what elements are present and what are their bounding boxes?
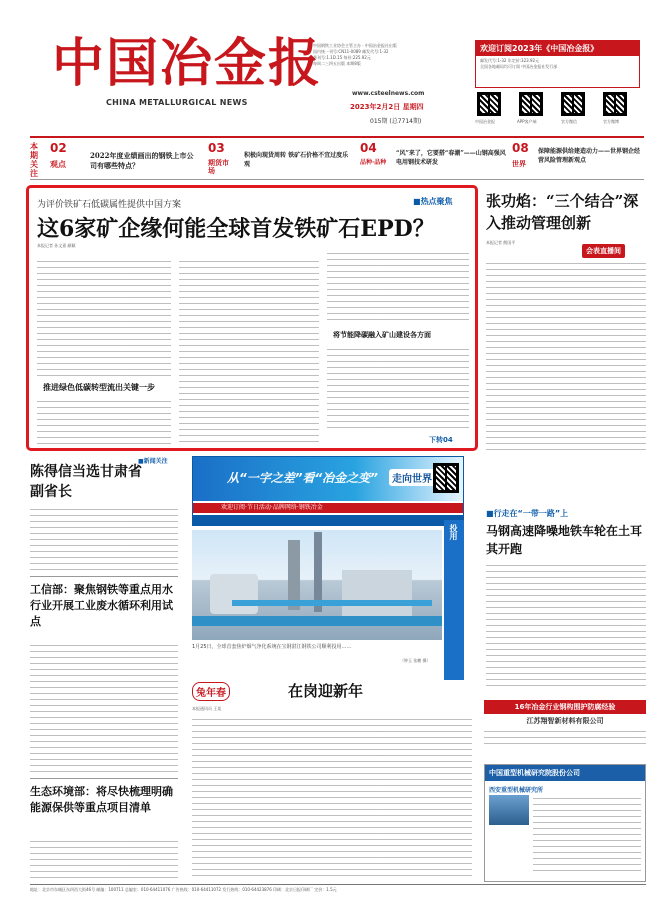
industrial-tank: [342, 570, 412, 616]
info-line: 国内统一刊号:CN11-0089 邮发代号:1-32: [313, 49, 389, 54]
badge-label: 热点聚焦: [420, 197, 453, 206]
lead-col-3: [327, 250, 469, 324]
banner-sub: 走向世界: [389, 469, 435, 486]
news-photo: [192, 530, 442, 640]
ad-panel-1[interactable]: [484, 700, 646, 760]
story2-body: [30, 642, 178, 772]
lead-subhead-2: 将节能降碳融入矿山建设各方面: [333, 331, 431, 339]
ad1-title: 16年冶金行业钢构围护防腐经验: [484, 700, 646, 714]
masthead-info: [313, 43, 473, 67]
issue-date: 2023年2月2日 星期四: [350, 103, 424, 111]
guide-tag: 观点: [50, 160, 66, 169]
qr-code-icon: [603, 92, 627, 116]
guide-tag: 品种·品种: [360, 159, 387, 166]
photo-vertical-caption: [444, 520, 476, 680]
guide-tag: 期货市场: [208, 159, 229, 175]
ad2-photo: [489, 795, 529, 825]
ad2-body: [533, 795, 641, 871]
guide-item[interactable]: [360, 141, 505, 177]
ad2-header: [485, 765, 645, 781]
qr-label: APP客户端: [517, 119, 537, 124]
square-icon: ■: [138, 458, 144, 465]
right-top-headline: 张功焰：“三个结合”深入推动管理创新: [486, 192, 639, 232]
rabbit-ornament: 兔年春: [192, 682, 230, 701]
guide-item[interactable]: [50, 141, 200, 177]
belt-road-badge: [486, 508, 646, 519]
vertical-caption-text: 全球首套焦炉烟气净化设备在宝钢湛江成功投用: [449, 524, 476, 676]
newspaper-title: 中国冶金报: [52, 33, 323, 94]
lead-col-1b: [37, 398, 171, 444]
lead-col-3b: [327, 346, 469, 432]
continued-link[interactable]: 下转04: [429, 436, 453, 444]
masthead: [0, 0, 660, 130]
qr-code-icon: [561, 92, 585, 116]
pipe: [232, 600, 432, 606]
guide-label: 本期关注: [30, 142, 38, 178]
newspaper-subtitle: CHINA METALLURGICAL NEWS: [106, 98, 248, 107]
right-col-headline: 马钢高速降噪地铁车轮在土耳其开跑: [486, 524, 643, 556]
guide-num: 04: [360, 141, 377, 155]
right-top-story[interactable]: [486, 190, 646, 456]
qr-label: 中国冶金报: [475, 119, 495, 124]
lead-story[interactable]: [26, 185, 478, 451]
website: www.csteelnews.com: [352, 90, 425, 97]
divider: [30, 778, 178, 779]
lead-col-2: [179, 258, 319, 444]
story1-body: [30, 506, 178, 570]
photo-credit: （钟玉 张鹏 摄）: [400, 658, 431, 663]
badge-label: 新闻关注: [143, 458, 168, 465]
page-footer: [30, 884, 646, 904]
guide-text: “风”来了，它要搭“春潮”——山钢高强风电用钢技术研发: [396, 150, 506, 166]
ad-panel-2[interactable]: [484, 764, 646, 882]
ad2-tag: 西安重型机械研究所: [489, 787, 544, 794]
guide-item[interactable]: [512, 141, 644, 177]
right-col-body: [486, 562, 646, 690]
guide-text: 保障能源供给建造动力——世界钢企经营风险管理新观点: [538, 148, 641, 164]
qr-code-icon: [433, 463, 459, 493]
guide-item[interactable]: [208, 141, 353, 177]
photo-caption: 1月25日，全球首套焦炉烟气净化系统在宝钢湛江钢铁公司顺利投用……: [192, 644, 352, 650]
square-icon: ■: [413, 197, 421, 206]
guide-text: 2022年度业绩画出的钢铁上市公司有哪些特点？: [90, 151, 194, 170]
info-line: 季刊号:1.1D.15 每份:225.92元: [313, 55, 371, 60]
issue-number: 015期 (总7714期): [370, 118, 422, 125]
guide-num: 08: [512, 141, 529, 155]
guide-text: 积极向现货周转 铁矿石价格不宜过度乐观: [244, 152, 349, 168]
qr-label: 官方微信: [561, 119, 577, 124]
guide-tag: 世界: [512, 160, 526, 168]
guide-strip: [30, 136, 644, 180]
ad2-company: 中国重型机械研究院股份公司: [489, 769, 580, 777]
left-column: [30, 456, 180, 856]
lead-subhead-1: 推进绿色低碳转型流出关键一步: [43, 383, 155, 392]
story1-headline: 陈得信当选甘肃省副省长: [30, 464, 142, 500]
ad-line: 全国各地邮局均可订阅 中国冶金报社发行部: [480, 64, 558, 69]
banner-ad[interactable]: [192, 456, 464, 526]
new-year-headline: 在岗迎新年: [288, 682, 364, 700]
ad1-company: 江苏翔智新材料有限公司: [526, 717, 604, 725]
live-tag: 会表直播间: [582, 244, 625, 258]
guide-num: 03: [208, 141, 225, 155]
info-line: 中国钢铁工业协会主管主办 · 中国冶金报社出版: [313, 43, 397, 48]
qr-codes: [475, 92, 640, 128]
banner-strip: 欢迎订阅·节日活动·品牌网络·钢铁冶金: [193, 503, 463, 513]
info-line: 每周二三四五出版 本期8版: [313, 61, 361, 66]
qr-label: 官方微博: [603, 119, 619, 124]
banner-top: [193, 457, 463, 501]
right-top-byline: 本报记者 熊国平: [486, 240, 516, 245]
new-year-body: [192, 716, 472, 876]
banner-strip-2: [193, 515, 463, 525]
qr-code-icon: [519, 92, 543, 116]
ad-line: 邮发代号:1-32 年定价:323.92元: [480, 58, 540, 63]
pipe: [192, 616, 442, 626]
new-year-story[interactable]: [188, 680, 478, 880]
ad-title: 欢迎订阅2023年《中国冶金报》: [476, 41, 639, 56]
ad1-body: [484, 728, 646, 748]
story2-headline: 工信部：聚焦钢铁等重点用水行业开展工业废水循环利用试点: [30, 583, 173, 628]
lead-kicker: 为评价铁矿石低碳属性提供中国方案: [37, 200, 182, 210]
right-column: [486, 508, 646, 688]
banner-text: 从“一字之差”看“冶金之变”: [227, 471, 378, 485]
industrial-tank: [210, 574, 258, 614]
guide-num: 02: [50, 141, 67, 155]
badge-label: 行走在“一带一路”上: [493, 509, 569, 518]
story3-body: [30, 838, 178, 882]
footer-text: 地址：北京市东城区东四西大街46号 邮编：100711 总编室：010-64411076 广告热线：010-64411072 发行热线：010-64423876 印刷：北京日报印刷厂 定价：1.5元: [30, 887, 337, 892]
lead-headline: 这6家矿企缘何能全球首发铁矿石EPD？: [37, 216, 435, 242]
divider: [30, 576, 178, 577]
qr-code-icon: [477, 92, 501, 116]
story3-headline: 生态环境部：将尽快梳理明确能源保供等重点项目清单: [30, 785, 173, 814]
subscription-ad: [475, 40, 640, 88]
new-year-byline: 本报通讯员 王某: [192, 706, 222, 711]
lead-byline: 本报记者 孙文嘉 颜颖: [37, 243, 76, 248]
right-top-body: [486, 260, 646, 450]
lead-col-1: [37, 258, 171, 376]
square-icon: ■: [486, 509, 494, 518]
hot-badge: [413, 196, 453, 207]
